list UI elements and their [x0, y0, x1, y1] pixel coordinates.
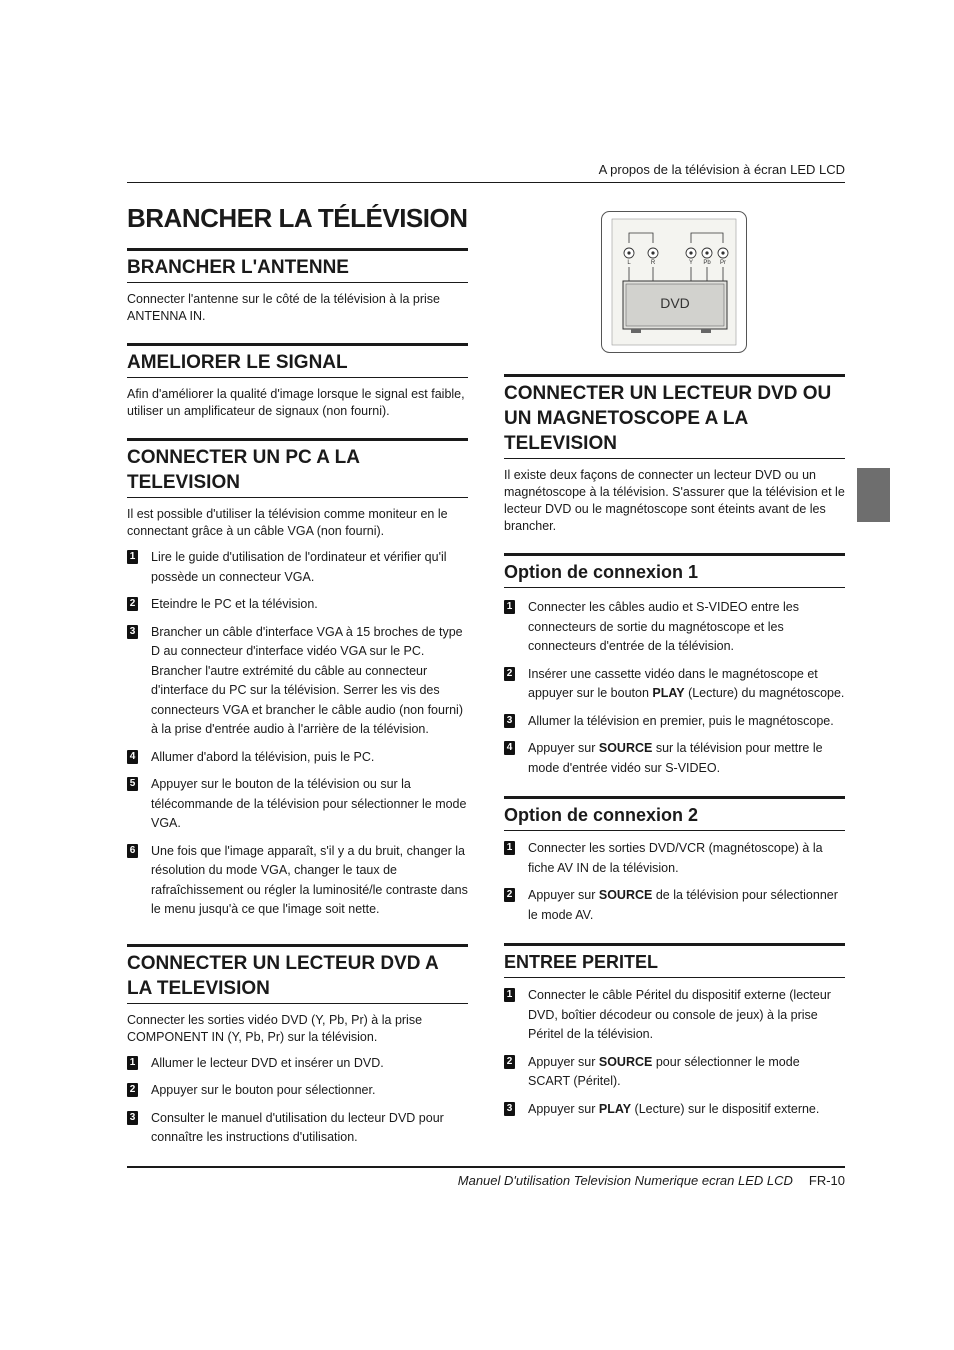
step-text: Connecter le câble Péritel du dispositif externe (lecteur DVD, boîtier décodeur ou console de jeux) à la prise Péritel de la télévision. [528, 988, 831, 1041]
section-title-signal: AMELIORER LE SIGNAL [127, 343, 468, 378]
section-title-option-2: Option de connexion 2 [504, 796, 845, 831]
header-rule [127, 182, 845, 183]
list-item [127, 548, 468, 587]
option1-steps [504, 598, 845, 778]
left-column [127, 200, 468, 1156]
scart-steps [504, 986, 845, 1119]
signal-text: Afin d'améliorer la qualité d'image lorsque le signal est faible, utiliser un amplificateur de signaux (non fourni). [127, 387, 465, 418]
step-number: 5 [127, 777, 138, 791]
list-item [504, 839, 845, 878]
chapter-tab [857, 468, 890, 522]
step-text: Appuyer sur SOURCE pour sélectionner le mode SCART (Péritel). [528, 1054, 800, 1088]
step-number: 6 [127, 844, 138, 858]
jack-label-r: R [650, 260, 656, 266]
list-item [127, 748, 468, 768]
step-text: Appuyer sur le bouton pour sélectionner. [151, 1083, 376, 1097]
dvd-steps [127, 1054, 468, 1148]
step-number: 2 [504, 888, 515, 902]
dvd-diagram [601, 211, 747, 353]
list-item [127, 623, 468, 740]
step-number: 1 [127, 1056, 138, 1070]
step-text: Consulter le manuel d'utilisation du lecteur DVD pour connaître les instructions d'utilisation. [151, 1110, 444, 1144]
step-number: 2 [504, 1055, 515, 1069]
step-text: Appuyer sur PLAY (Lecture) sur le dispositif externe. [528, 1101, 820, 1116]
step-number: 1 [504, 600, 515, 614]
step-number: 1 [504, 841, 515, 855]
section-title-dvd: CONNECTER UN LECTEUR DVD A LA TELEVISION [127, 944, 468, 1004]
list-item [127, 1054, 468, 1074]
jack-label-y: Y [688, 260, 694, 266]
step-number: 3 [127, 1111, 138, 1125]
step-text: Brancher un câble d'interface VGA à 15 broches de type D au connecteur d'interface vidéo VGA sur le PC. Brancher l'autre extrémité du câble au connecteur d'interface du PC sur la télévision. Serrer les vis des connecteurs VGA et brancher le câble audio (non fourni) à la prise d'entrée audio à l'arrière de la télévision. [151, 624, 463, 736]
section-title-scart: ENTREE PERITEL [504, 943, 845, 978]
section-title-option-1: Option de connexion 1 [504, 553, 845, 588]
jack-label-l: L [627, 260, 631, 266]
list-item [504, 712, 845, 732]
step-number: 1 [127, 550, 138, 564]
list-item [504, 598, 845, 657]
dvd-connection-figure [601, 211, 747, 353]
footer-manual-title: Manuel D'utilisation Television Numerique ecran LED LCD [457, 1173, 793, 1188]
step-number: 2 [504, 667, 515, 681]
section-title-pc: CONNECTER UN PC A LA TELEVISION [127, 438, 468, 498]
page-number: FR-10 [808, 1173, 845, 1188]
list-item [504, 886, 845, 925]
pc-intro-text: Il est possible d'utiliser la télévision comme moniteur en le connectant grâce à un câble VGA (non fourni). [127, 507, 448, 538]
step-number: 3 [504, 1102, 515, 1116]
list-item [127, 842, 468, 920]
jack-label-pb: Pb [703, 260, 711, 266]
antenna-text: Connecter l'antenne sur le côté de la télévision à la prise ANTENNA IN. [127, 292, 440, 323]
step-text: Connecter les sorties DVD/VCR (magnétoscope) à la fiche AV IN de la télévision. [528, 841, 823, 875]
step-number: 4 [127, 750, 138, 764]
right-column [504, 374, 845, 1127]
step-text: Connecter les câbles audio et S-VIDEO entre les connecteurs de sortie du magnétoscope et les connecteurs d'entrée de la télévision. [528, 600, 799, 653]
dvd-vcr-intro-text: Il existe deux façons de connecter un lecteur DVD ou un magnétoscope à la télévision. S'assurer que la télévision et le lecteur DVD ou le magnétoscope sont éteints avant de les brancher. [504, 468, 845, 533]
list-item [127, 1081, 468, 1101]
dvd-device-label: DVD [660, 295, 690, 311]
step-text: Appuyer sur le bouton de la télévision ou sur la télécommande de la télévision pour sélectionner le mode VGA. [151, 777, 467, 830]
step-text: Appuyer sur SOURCE de la télévision pour sélectionner le mode AV. [528, 888, 838, 922]
list-item [504, 1053, 845, 1092]
list-item [504, 986, 845, 1045]
step-text: Allumer d'abord la télévision, puis le PC. [151, 749, 375, 764]
step-text: Insérer une cassette vidéo dans le magnétoscope et appuyer sur le bouton PLAY (Lecture) du magnétoscope. [528, 666, 845, 700]
step-text: Une fois que l'image apparaît, s'il y a du bruit, changer la résolution du mode VGA, changer le taux de rafraîchissement ou régler la luminosité/le contraste dans le menu jusqu'à ce que l'image soit nette. [151, 843, 468, 916]
footer-rule [127, 1166, 845, 1168]
pc-steps [127, 548, 468, 920]
step-text: Eteindre le PC et la télévision. [151, 597, 318, 611]
step-text: Appuyer sur SOURCE sur la télévision pour mettre le mode d'entrée vidéo sur S-VIDEO. [528, 741, 823, 775]
running-header: A propos de la télévision à écran LED LCD [598, 162, 845, 177]
dvd-intro-text: Connecter les sorties vidéo DVD (Y, Pb, Pr) à la prise COMPONENT IN (Y, Pb, Pr) sur la télévision. [127, 1012, 423, 1044]
jack-label-pr: Pr [720, 260, 726, 266]
step-text: Allumer le lecteur DVD et insérer un DVD. [151, 1055, 384, 1070]
list-item [127, 595, 468, 615]
step-number: 2 [127, 597, 138, 611]
section-title-dvd-vcr: CONNECTER UN LECTEUR DVD OU UN MAGNETOSCOPE A LA TELEVISION [504, 374, 845, 459]
section-title-antenna: BRANCHER L'ANTENNE [127, 248, 468, 283]
step-number: 2 [127, 1083, 138, 1097]
list-item [504, 665, 845, 704]
list-item [504, 739, 845, 778]
step-number: 3 [504, 714, 515, 728]
step-number: 3 [127, 625, 138, 639]
list-item [127, 775, 468, 834]
list-item [504, 1100, 845, 1120]
list-item [127, 1109, 468, 1148]
page-footer [458, 1173, 845, 1188]
step-text: Allumer la télévision en premier, puis le magnétoscope. [528, 713, 834, 728]
option2-steps [504, 839, 845, 925]
step-number: 4 [504, 741, 515, 755]
step-text: Lire le guide d'utilisation de l'ordinateur et vérifier qu'il possède un connecteur VGA. [151, 550, 447, 584]
page-title: BRANCHER LA TÉLÉVISION [127, 203, 468, 233]
step-number: 1 [504, 988, 515, 1002]
